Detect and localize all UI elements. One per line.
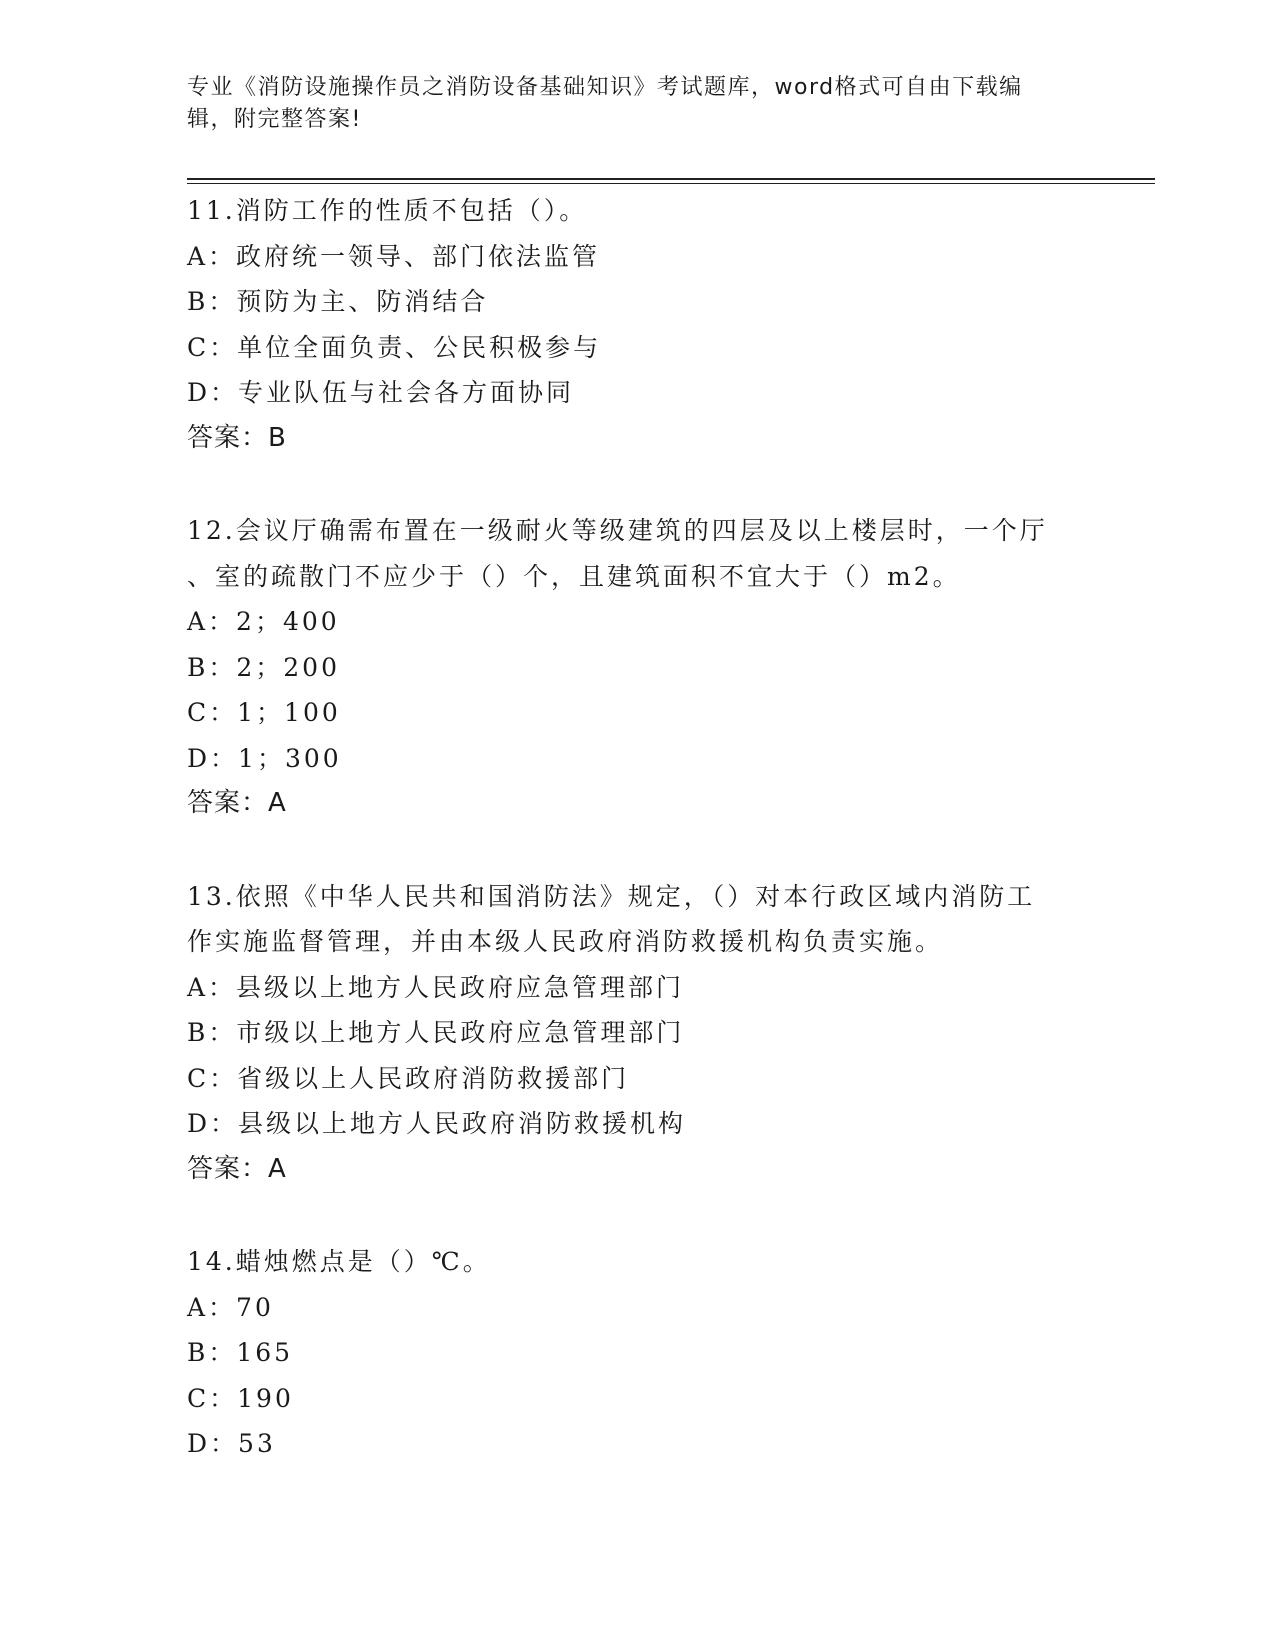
option-b: B：预防为主、防消结合 (187, 287, 489, 316)
option-c: C：1；100 (187, 698, 341, 727)
option-c: C：省级以上人民政府消防救援部门 (187, 1063, 630, 1093)
question-stem: 14.蜡烛燃点是（）℃。 (187, 1247, 491, 1276)
header-divider-thin (187, 183, 1155, 184)
header-divider-thick (187, 178, 1155, 180)
option-d: D：53 (187, 1429, 276, 1458)
option-b: B：165 (187, 1338, 294, 1367)
option-c: C：单位全面负责、公民积极参与 (187, 332, 602, 362)
option-c: C：190 (187, 1383, 294, 1413)
question-14 (187, 1239, 1087, 1467)
question-stem: 11.消防工作的性质不包括（）。 (187, 196, 588, 225)
answer: 答案：A (187, 788, 287, 818)
question-list (187, 188, 1087, 1514)
option-a: A：2；400 (187, 607, 340, 636)
header-line-2: 辑，附完整答案! (187, 107, 362, 132)
answer: 答案：A (187, 1153, 287, 1184)
question-stem-line-1: 13.依照《中华人民共和国消防法》规定，（）对本行政区域内消防工 (187, 881, 1036, 911)
header-line-1: 专业《消防设施操作员之消防设备基础知识》考试题库，word格式可自由下载编 (187, 75, 1023, 100)
option-a: A：政府统一领导、部门依法监管 (187, 241, 601, 271)
question-stem-line-2: 作实施监督管理，并由本级人民政府消防救援机构负责实施。 (187, 927, 944, 956)
document-header (187, 72, 1067, 136)
question-13 (187, 874, 1087, 1193)
option-a: A：县级以上地方人民政府应急管理部门 (187, 972, 685, 1002)
option-a: A：70 (187, 1292, 274, 1322)
question-stem-line-2: 、室的疏散门不应少于（）个，且建筑面积不宜大于（）m2。 (187, 561, 961, 591)
question-11 (187, 188, 1087, 461)
question-12 (187, 508, 1087, 827)
option-d: D：1；300 (187, 743, 342, 773)
option-b: B：市级以上地方人民政府应急管理部门 (187, 1018, 685, 1047)
answer: 答案：B (187, 422, 287, 453)
option-d: D：专业队伍与社会各方面协同 (187, 378, 575, 407)
option-d: D：县级以上地方人民政府消防救援机构 (187, 1109, 687, 1138)
question-stem-line-1: 12.会议厅确需布置在一级耐火等级建筑的四层及以上楼层时，一个厅 (187, 516, 1048, 545)
option-b: B：2；200 (187, 652, 340, 682)
